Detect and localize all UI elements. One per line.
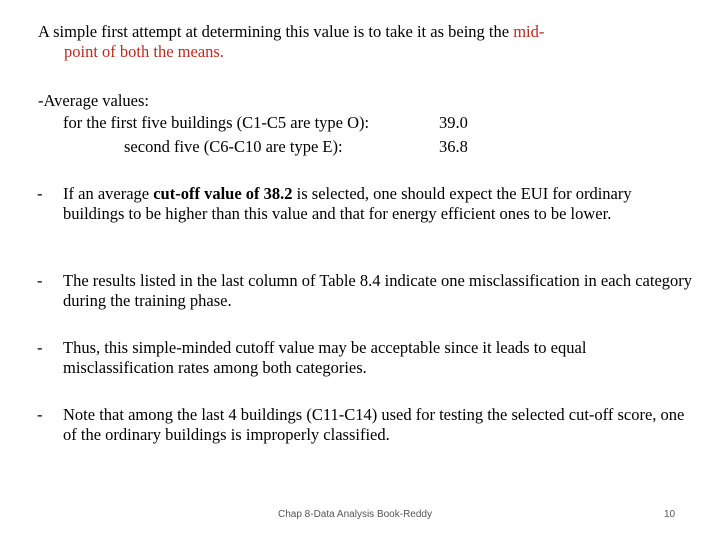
intro-highlight-line2: point of both the means. <box>64 41 224 61</box>
averages-row2-value: 36.8 <box>439 137 468 156</box>
averages-row1-label: for the first five buildings (C1-C5 are type O): <box>63 113 370 132</box>
intro-paragraph <box>38 22 704 61</box>
averages-row1-value: 39.0 <box>439 113 468 132</box>
averages-row2-label: second five (C6-C10 are type E): <box>124 137 343 156</box>
bullet-marker: - <box>37 405 43 424</box>
bullet-text-2: The results listed in the last column of Table 8.4 indicate one misclassification in each category during the training phase. <box>63 271 693 310</box>
bullet-marker: - <box>37 184 43 203</box>
intro-highlight-line1: mid- <box>513 22 545 41</box>
bullet-marker: - <box>37 271 43 290</box>
bullet-text-3: Thus, this simple-minded cutoff value may be acceptable since it leads to equal misclassification rates among both categories. <box>63 338 587 377</box>
bullet-marker: - <box>37 338 43 357</box>
page-number: 10 <box>664 509 676 520</box>
cutoff-value-emphasis: cut-off value of 38.2 <box>153 184 293 203</box>
bullet-text-1: If an average cut-off value of 38.2 is selected, one should expect the EUI for ordinary buildings to be higher than this value and that for energy efficient ones to be lower. <box>63 184 632 223</box>
averages-heading: -Average values: <box>38 91 150 110</box>
bullet-text-4: Note that among the last 4 buildings (C11-C14) used for testing the selected cut-off score, one of the ordinary buildings is improperly classified. <box>63 405 685 444</box>
intro-text: A simple first attempt at determining this value is to take it as being the <box>38 22 514 41</box>
footer-source: Chap 8-Data Analysis Book-Reddy <box>278 509 432 520</box>
